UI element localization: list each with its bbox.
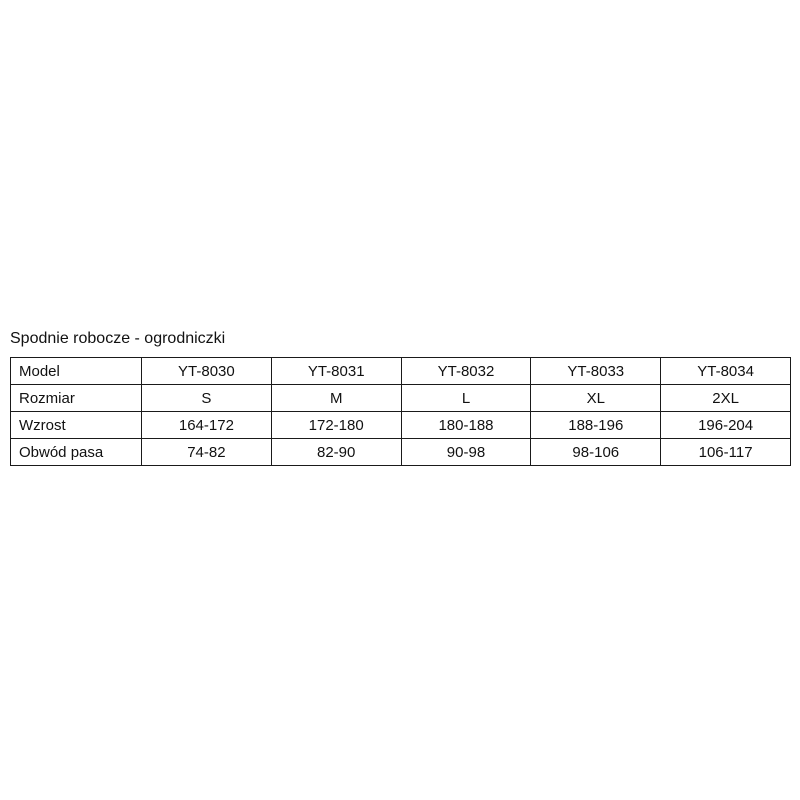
table-row-size [11, 385, 791, 412]
cell-model-yt8031: YT-8031 [271, 358, 401, 385]
cell-model-yt8034: YT-8034 [661, 358, 791, 385]
cell-waist-0: 74-82 [142, 439, 272, 466]
table-row-model [11, 358, 791, 385]
cell-model-yt8032: YT-8032 [401, 358, 531, 385]
cell-height-4: 196-204 [661, 412, 791, 439]
cell-waist-3: 98-106 [531, 439, 661, 466]
cell-size-4: 2XL [661, 385, 791, 412]
cell-size-0: S [142, 385, 272, 412]
cell-height-2: 180-188 [401, 412, 531, 439]
cell-waist-4: 106-117 [661, 439, 791, 466]
size-table [10, 357, 791, 466]
cell-height-1: 172-180 [271, 412, 401, 439]
cell-waist-2: 90-98 [401, 439, 531, 466]
cell-height-0: 164-172 [142, 412, 272, 439]
row-label-waist: Obwód pasa [11, 439, 142, 466]
cell-size-3: XL [531, 385, 661, 412]
row-label-size: Rozmiar [11, 385, 142, 412]
cell-model-yt8030: YT-8030 [142, 358, 272, 385]
cell-height-3: 188-196 [531, 412, 661, 439]
cell-size-1: M [271, 385, 401, 412]
table-row-height [11, 412, 791, 439]
row-label-height: Wzrost [11, 412, 142, 439]
page-title: Spodnie robocze - ogrodniczki [10, 330, 226, 347]
row-label-model: Model [11, 358, 142, 385]
cell-size-2: L [401, 385, 531, 412]
cell-model-yt8033: YT-8033 [531, 358, 661, 385]
table-row-waist [11, 439, 791, 466]
cell-waist-1: 82-90 [271, 439, 401, 466]
